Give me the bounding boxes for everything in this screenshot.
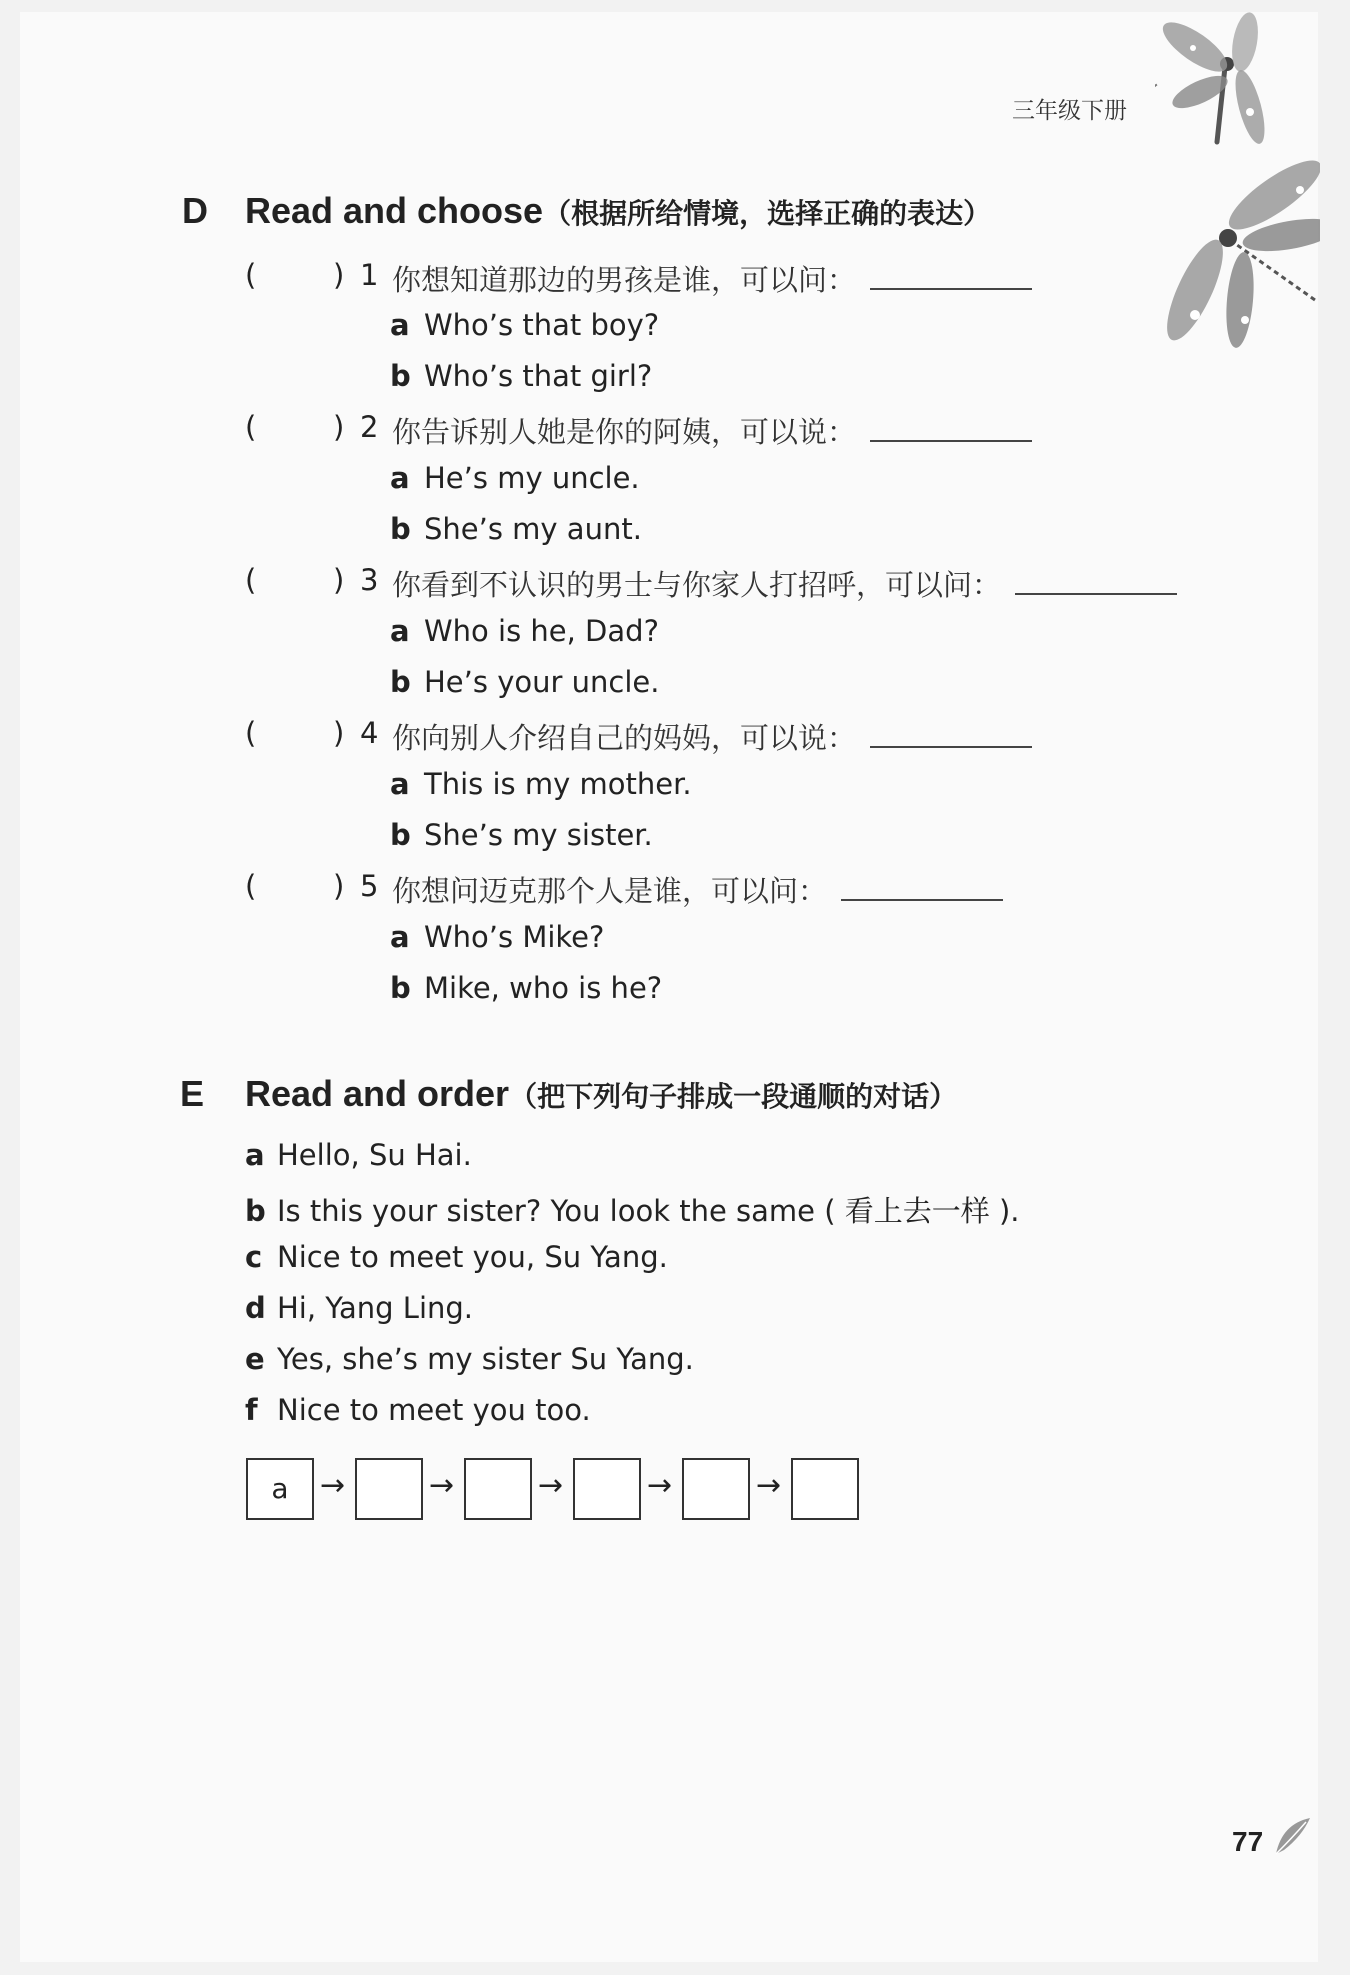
sentence-item (245, 1342, 694, 1376)
question-text: 你看到不认识的男士与你家人打招呼，可以问： (392, 568, 1002, 602)
question-text: 你向别人介绍自己的妈妈，可以说： (392, 721, 857, 755)
sentence-letter: f (245, 1393, 258, 1427)
order-box[interactable] (791, 1458, 859, 1520)
answer-paren-open: ( (245, 869, 257, 903)
section-d-title-cn: （根据所给情境，选择正确的表达） (543, 197, 992, 230)
sentence-text: Is this your sister? You look the same ( 看上去一样 ). (277, 1194, 1020, 1228)
option-letter: b (390, 359, 411, 393)
answer-paren-close: ) (333, 716, 345, 750)
option-letter: a (390, 461, 410, 495)
option-text: This is my mother. (424, 767, 692, 801)
sentence-text: Yes, she’s my sister Su Yang. (277, 1342, 694, 1376)
option-text: She’s my sister. (424, 818, 653, 852)
dragonfly-icon (1155, 12, 1265, 157)
option-letter: a (390, 920, 410, 954)
option-letter: b (390, 971, 411, 1005)
option-letter: a (390, 308, 410, 342)
sentence-text: Hi, Yang Ling. (277, 1291, 474, 1325)
sentence-item (245, 1291, 473, 1325)
sentence-item (245, 1240, 668, 1274)
answer-paren-open: ( (245, 563, 257, 597)
option-text: Who’s that girl? (424, 359, 653, 393)
answer-paren-close: ) (333, 869, 345, 903)
option-text: Who’s Mike? (424, 920, 605, 954)
order-arrow: → (647, 1468, 673, 1503)
section-d-letter: D (182, 190, 208, 231)
leaf-icon (1272, 1816, 1314, 1858)
option-letter: a (390, 767, 410, 801)
answer-blank[interactable] (841, 871, 1003, 901)
answer-blank[interactable] (870, 412, 1032, 442)
option-item (390, 614, 659, 648)
question-text: 你想问迈克那个人是谁，可以问： (392, 874, 828, 908)
option-letter: b (390, 512, 411, 546)
page-number: 77 (1232, 1826, 1264, 1857)
section-e-title (245, 1073, 957, 1115)
question-text: 你告诉别人她是你的阿姨，可以说： (392, 415, 857, 449)
option-letter: b (390, 665, 411, 699)
order-arrow: → (320, 1468, 346, 1503)
sentence-item (245, 1189, 1020, 1230)
order-box[interactable] (573, 1458, 641, 1520)
sentence-text: Nice to meet you, Su Yang. (277, 1240, 668, 1274)
section-d-title-en: Read and choose (245, 190, 544, 231)
option-text: He’s your uncle. (424, 665, 660, 699)
sentence-item (245, 1138, 472, 1172)
option-text: Mike, who is he? (424, 971, 663, 1005)
answer-blank[interactable] (1015, 565, 1177, 595)
order-box[interactable] (355, 1458, 423, 1520)
grade-label: 三年级下册 (1012, 98, 1127, 124)
answer-blank[interactable] (870, 260, 1032, 290)
answer-paren-close: ) (333, 410, 345, 444)
order-box: a (246, 1458, 314, 1520)
option-text: He’s my uncle. (424, 461, 640, 495)
sentence-text: Nice to meet you too. (277, 1393, 591, 1427)
question-number: 5 (360, 869, 379, 903)
option-item (390, 461, 640, 495)
answer-paren-close: ) (333, 258, 345, 292)
answer-blank[interactable] (870, 718, 1032, 748)
answer-paren-open: ( (245, 410, 257, 444)
question-number: 1 (360, 258, 379, 292)
sentence-letter: b (245, 1194, 266, 1228)
answer-paren-open: ( (245, 258, 257, 292)
question-number: 3 (360, 563, 379, 597)
option-text: Who is he, Dad? (424, 614, 659, 648)
sentence-letter: c (245, 1240, 263, 1274)
answer-paren-close: ) (333, 563, 345, 597)
option-text: She’s my aunt. (424, 512, 642, 546)
sentence-text: Hello, Su Hai. (277, 1138, 472, 1172)
option-item (390, 665, 659, 699)
sentence-letter: e (245, 1342, 265, 1376)
section-e-letter: E (180, 1073, 205, 1114)
option-letter: b (390, 818, 411, 852)
sentence-letter: d (245, 1291, 266, 1325)
order-arrow: → (756, 1468, 782, 1503)
option-item (390, 308, 659, 342)
option-item (390, 512, 642, 546)
answer-paren-open: ( (245, 716, 257, 750)
question-number: 2 (360, 410, 379, 444)
order-box[interactable] (464, 1458, 532, 1520)
section-e-title-cn: （把下列句子排成一段通顺的对话） (509, 1080, 958, 1113)
option-letter: a (390, 614, 410, 648)
question-number: 4 (360, 716, 379, 750)
order-box[interactable] (682, 1458, 750, 1520)
order-arrow: → (538, 1468, 564, 1503)
option-item (390, 767, 692, 801)
order-arrow: → (429, 1468, 455, 1503)
option-text: Who’s that boy? (424, 308, 660, 342)
section-d-title (245, 190, 991, 232)
option-item (390, 920, 604, 954)
sentence-item (245, 1393, 591, 1427)
option-item (390, 971, 662, 1005)
option-item (390, 359, 652, 393)
workbook-page (20, 12, 1318, 1962)
question-text: 你想知道那边的男孩是谁，可以问： (392, 263, 857, 297)
section-e-title-en: Read and order (245, 1073, 510, 1114)
dragonfly-icon (1150, 140, 1320, 360)
sentence-letter: a (245, 1138, 265, 1172)
option-item (390, 818, 653, 852)
